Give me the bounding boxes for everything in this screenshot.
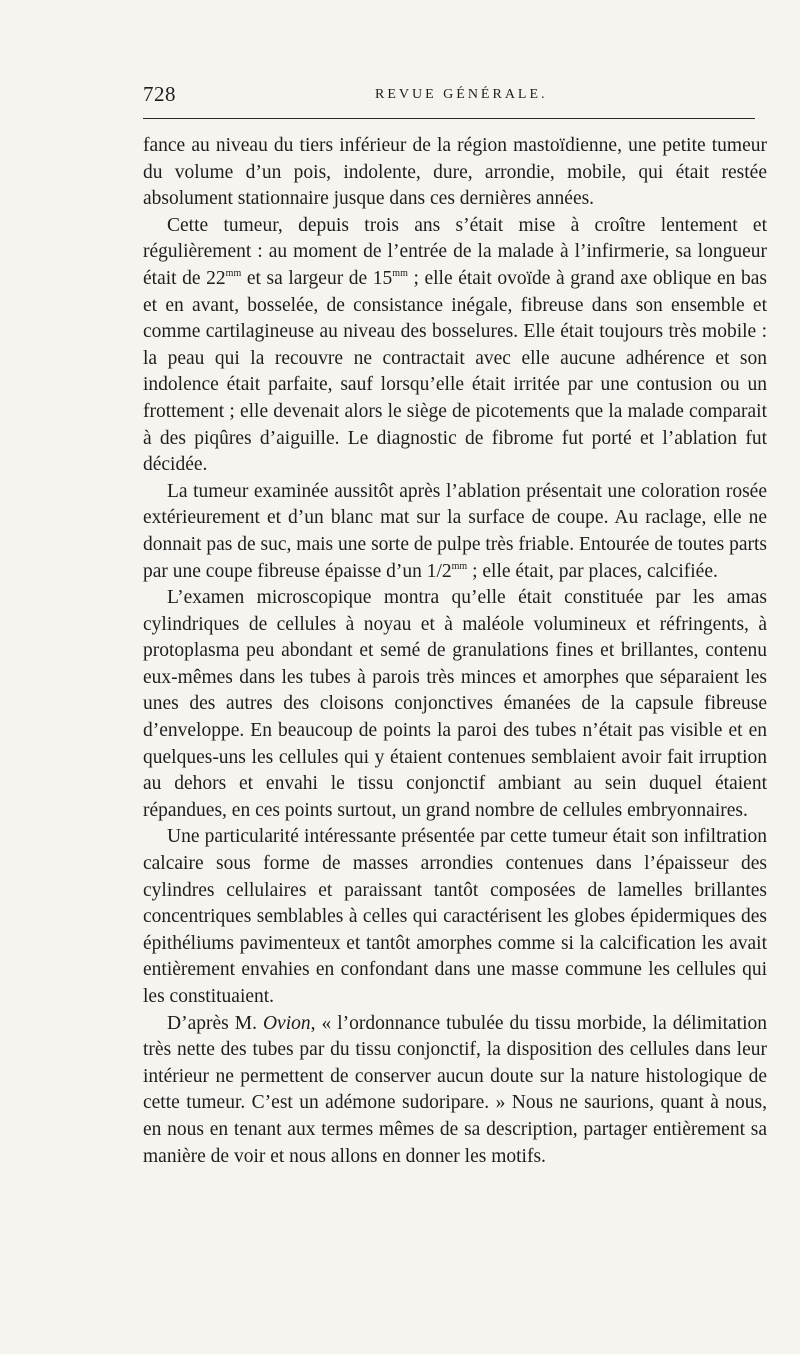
header-rule xyxy=(143,118,755,119)
paragraph-1: fance au niveau du tiers inférieur de la région mastoïdienne, une petite tumeur du volume d’un pois, indolente, dure, arrondie, mobile, qui était restée absolument stationnaire jusque dans ces dernières années. xyxy=(143,135,767,210)
running-head: REVUE GÉNÉRALE. xyxy=(375,87,548,102)
page-header xyxy=(143,80,753,108)
paragraph-6: D’après M. Ovion, « l’ordonnance tubulée du tissu morbide, la délimitation très nette des tubes par du tissu conjonctif, la disposition des cellules dans leur intérieur ne permettent de conserver aucun doute sur la nature histologique de cette tumeur. C’est un adémone sudoripare. » Nous ne saurions, quant à nous, en nous en tenant aux termes mêmes de sa description, partager entièrement sa manière de voir et nous allons en donner les motifs. xyxy=(143,1012,767,1167)
paragraph-5: Une particularité intéressante présentée par cette tumeur était son infiltration calcaire sous forme de masses arrondies contenues dans l’épaisseur des cylindres cellulaires et paraissant tantôt composées de lamelles brillantes concentriques semblables à celles qui caractérisent les globes épidermiques des épithéliums pavimenteux et tantôt amorphes comme si la calcification les avait entièrement envahies en confondant dans une masse commune les cellules qui les constituaient. xyxy=(143,826,767,1007)
unit-mm: mm xyxy=(392,267,408,279)
paragraph-3: La tumeur examinée aussitôt après l’ablation présentait une coloration rosée extérieurement et d’un blanc mat sur la surface de coupe. Au raclage, elle ne donnait pas de suc, mais une sorte de pulpe très friable. Entourée de toutes parts par une coupe fibreuse épaisse d’un $1/2^{mm}$ ; elle était, par places, calcifiée. xyxy=(143,480,767,582)
page-number: 728 xyxy=(143,82,176,106)
unit-mm: mm xyxy=(225,267,242,279)
author-name: Ovion xyxy=(262,1012,311,1034)
article-body xyxy=(143,133,767,1170)
paragraph-2: Cette tumeur, depuis trois ans s’était mise à croître lentement et régulièrement : au moment de l’entrée de la malade à l’infirmerie, sa longueur était de $22^{mm}$ et sa largeur de $15^{mm}$ ; elle était ovoïde à grand axe oblique en bas et en avant, bosselée, de consistance inégale, fibreuse dans son ensemble et comme cartilagineuse au niveau des bosselures. Elle était toujours très mobile : la peau qui la recouvre ne contractait avec elle aucune adhérence et son indolence était parfaite, sauf lorsqu’elle était irritée par une contusion ou un frottement ; elle devenait alors le siège de picotements que la malade comparait à des piqûres d’aiguille. Le diagnostic de fibrome fut porté et l’ablation fut décidée. xyxy=(143,214,768,476)
paragraph-4: L’examen microscopique montra qu’elle était constituée par les amas cylindriques de cellules à noyau et à maléole volumineux et réfringents, à protoplasma peu abondant et semé de granulations fines et brillantes, contenu eux-mêmes dans les tubes à parois très minces et amorphes que séparaient les unes des autres des cloisons conjonctives émanées de la capsule fibreuse d’enveloppe. En beaucoup de points la paroi des tubes n’était pas visible et en quelques-uns les cellules qui y étaient contenues semblaient avoir fait irruption au dehors et envahi le tissu conjonctif ambiant au sein duquel étaient répandues, en ces points surtout, un grand nombre de cellules embryonnaires. xyxy=(143,587,767,821)
unit-mm: mm xyxy=(451,560,468,572)
